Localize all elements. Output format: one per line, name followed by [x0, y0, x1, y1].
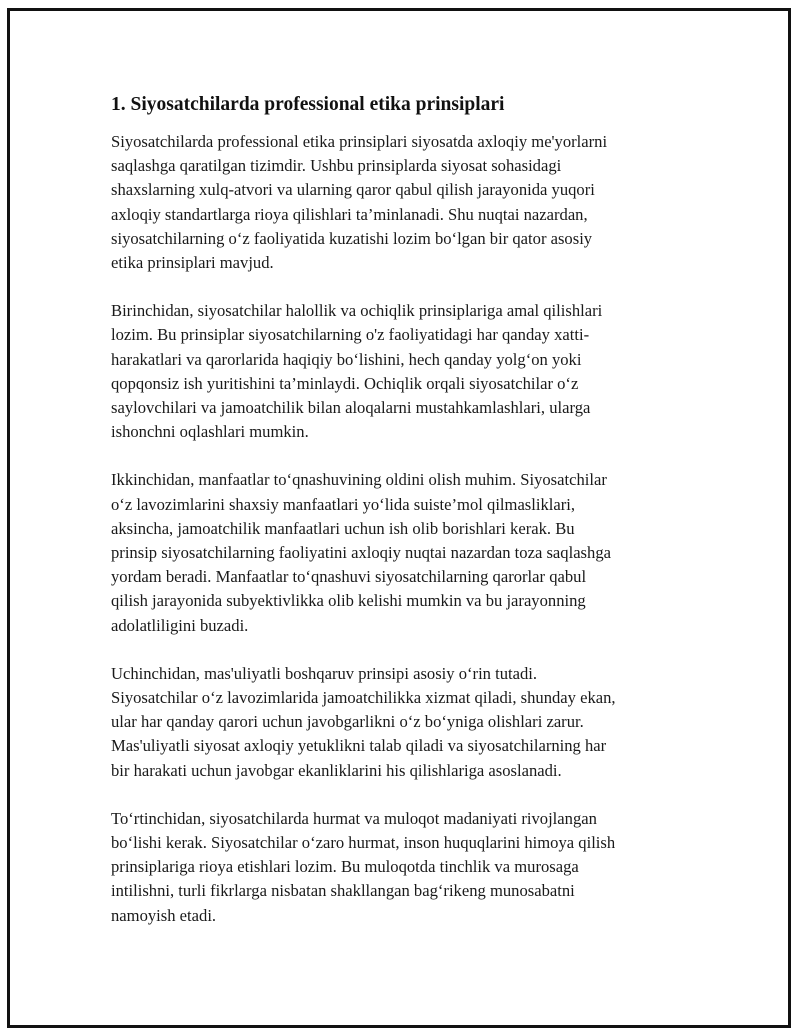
text-line: Ikkinchidan, manfaatlar to‘qnashuvining oldini olish muhim. Siyosatchilar: [111, 470, 607, 490]
text-line: Siyosatchilarda professional etika prinsiplari siyosatda axloqiy me'yorlarni: [111, 132, 608, 151]
text-line: Siyosatchilar o‘z lavozimlarida jamoatchilikka xizmat qiladi, shunday ekan,: [111, 688, 616, 708]
text-line: Uchinchidan, mas'uliyatli boshqaruv prinsipi asosiy o‘rin tutadi.: [111, 663, 538, 683]
paragraph-list: [111, 130, 691, 928]
text-line: Birinchidan, siyosatchilar halollik va ochiqlik prinsiplariga amal qilishlari: [111, 301, 603, 321]
document-title: 1. Siyosatchilarda professional etika prinsiplari: [111, 94, 505, 115]
text-line: prinsip siyosatchilarning faoliyatini axloqiy nuqtai nazardan toza saqlashga: [111, 543, 611, 563]
text-line: adolatliligini buzadi.: [111, 615, 249, 635]
text-line: namoyish etadi.: [111, 905, 217, 925]
text-line: axloqiy standartlarga rioya qilishlari ta’minlanadi. Shu nuqtai nazardan,: [111, 204, 588, 224]
text-line: harakatlari va qarorlarida haqiqiy bo‘lishini, hech qanday yolg‘on yoki: [111, 349, 582, 369]
text-line: yordam beradi. Manfaatlar to‘qnashuvi siyosatchilarning qarorlar qabul: [111, 567, 587, 587]
text-line: ishonchni oqlashlari mumkin.: [111, 422, 309, 442]
paragraph: [111, 130, 691, 275]
text-line: intilishni, turli fikrlarga nisbatan shakllangan bag‘rikeng munosabatni: [111, 881, 575, 901]
paragraph: [111, 468, 691, 637]
text-line: aksincha, jamoatchilik manfaatlari uchun ish olib borishlari kerak. Bu: [111, 518, 575, 538]
text-line: saylovchilari va jamoatchilik bilan aloqalarni mustahkamlashlari, ularga: [111, 398, 591, 418]
text-line: o‘z lavozimlarini shaxsiy manfaatlari yo‘lida suiste’mol qilmasliklari,: [111, 494, 576, 514]
text-line: qopqonsiz ish yuritishini ta’minlaydi. Ochiqlik orqali siyosatchilar o‘z: [111, 373, 579, 393]
paragraph: [111, 662, 691, 783]
text-line: saqlashga qaratilgan tizimdir. Ushbu prinsiplarda siyosat sohasidagi: [111, 156, 562, 176]
paragraph: [111, 299, 691, 444]
text-line: bir harakati uchun javobgar ekanliklarini his qilishlariga asoslanadi.: [111, 760, 562, 780]
text-line: Mas'uliyatli siyosat axloqiy yetuklikni talab qiladi va siyosatchilarning har: [111, 736, 607, 756]
text-line: lozim. Bu prinsiplar siyosatchilarning o'z faoliyatidagi har qanday xatti-: [111, 325, 590, 345]
paragraph: [111, 807, 691, 928]
document-body: [111, 92, 691, 952]
text-line: siyosatchilarning o‘z faoliyatida kuzatishi lozim bo‘lgan bir qator asosiy: [111, 228, 593, 248]
text-line: To‘rtinchidan, siyosatchilarda hurmat va muloqot madaniyati rivojlangan: [111, 808, 597, 828]
text-line: shaxslarning xulq-atvori va ularning qaror qabul qilish jarayonida yuqori: [111, 180, 595, 200]
text-line: ular har qanday qarori uchun javobgarlikni o‘z bo‘yniga olishlari zarur.: [111, 712, 584, 732]
text-line: etika prinsiplari mavjud.: [111, 253, 274, 273]
text-line: bo‘lishi kerak. Siyosatchilar o‘zaro hurmat, inson huquqlarini himoya qilish: [111, 833, 616, 853]
text-line: prinsiplariga rioya etishlari lozim. Bu muloqotda tinchlik va murosaga: [111, 857, 579, 877]
text-line: qilish jarayonida subyektivlikka olib kelishi mumkin va bu jarayonning: [111, 591, 586, 611]
